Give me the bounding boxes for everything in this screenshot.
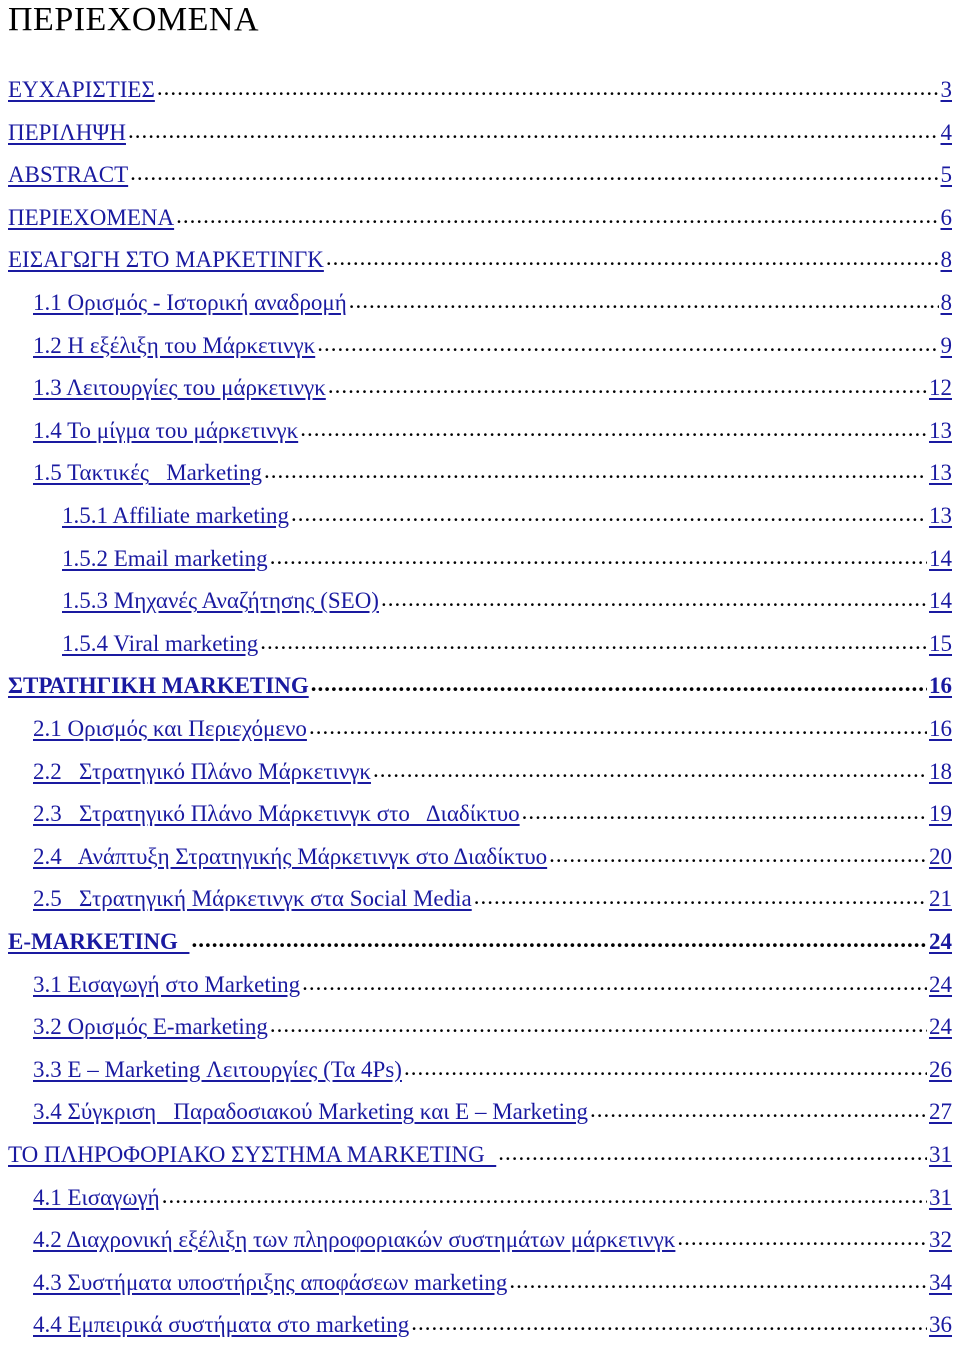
toc-entry-title: 2.3 Στρατηγικό Πλάνο Μάρκετινγκ στο Διαδίκτυο [33, 801, 520, 827]
toc-entry-title: 2.5 Στρατηγική Μάρκετινγκ στα Social Media [33, 886, 472, 912]
toc-page-number: 13 [929, 503, 952, 528]
toc-dot-leader [381, 584, 927, 614]
toc-page-number: 27 [929, 1099, 952, 1125]
toc-entry-title: 1.2 Η εξέλιξη του Μάρκετινγκ [33, 332, 316, 358]
toc-entry-title: 4.4 Εμπειρικά συστήματα στο marketing [33, 1312, 410, 1338]
toc-entry[interactable] [8, 190, 952, 233]
toc-entry-title: E-MARKETING [8, 929, 190, 954]
toc-page-number: 31 [929, 1142, 952, 1167]
toc-entry[interactable] [33, 786, 952, 829]
toc-entry[interactable] [33, 1084, 952, 1127]
toc-entry[interactable] [33, 1170, 952, 1213]
toc-page-number: 19 [929, 801, 952, 827]
toc-dot-leader [522, 797, 927, 827]
toc-entry-title: 3.3 E – Marketing Λειτουργίες (Τα 4Ps) [33, 1056, 402, 1082]
toc-page-number: 34 [929, 1269, 952, 1295]
toc-entry[interactable] [62, 616, 952, 659]
toc-entry-title: 1.5.3 Μηχανές Αναζήτησης (SEO) [62, 588, 379, 614]
toc-dot-leader [191, 925, 927, 955]
toc-dot-leader [302, 968, 927, 998]
toc-entry[interactable] [33, 1297, 952, 1340]
toc-entry-title: 4.1 Εισαγωγή [33, 1184, 160, 1210]
toc-entry[interactable] [33, 275, 952, 318]
toc-page-number: 8 [940, 247, 952, 273]
toc-dot-leader [130, 158, 938, 188]
toc-dot-leader [549, 840, 927, 870]
toc-page-number: 13 [929, 460, 952, 486]
toc-entry-title: 2.4 Ανάπτυξη Στρατηγικής Μάρκετινγκ στο Διαδίκτυο [33, 843, 548, 869]
toc-entry[interactable] [33, 999, 952, 1042]
toc-entry[interactable] [8, 1127, 952, 1170]
toc-entry[interactable] [33, 871, 952, 914]
toc-entry[interactable] [62, 488, 952, 531]
toc-dot-leader [162, 1181, 927, 1211]
toc-entry-title: 4.2 Διαχρονική εξέλιξη των πληροφοριακών συστημάτων μάρκετινγκ [33, 1227, 676, 1253]
toc-dot-leader [677, 1223, 927, 1253]
toc-page-number: 4 [940, 119, 952, 145]
toc-dot-leader [176, 201, 938, 231]
toc-dot-leader [509, 1266, 927, 1296]
toc-page-number: 36 [929, 1312, 952, 1338]
toc-entry-title: ΠΕΡΙΛΗΨΗ [8, 119, 126, 145]
toc-entry-title: 1.5 Τακτικές Marketing [33, 460, 263, 486]
toc-entry[interactable] [33, 1255, 952, 1298]
toc-entry[interactable] [33, 445, 952, 488]
toc-dot-leader [128, 116, 939, 146]
toc-entry-title: ΣΤΡΑΤΗΓΙΚΗ MARKETING [8, 673, 309, 699]
toc-page-number: 13 [929, 417, 952, 443]
toc-entry[interactable] [33, 318, 952, 361]
toc-entry-title: 1.4 Το μίγμα του μάρκετινγκ [33, 417, 299, 443]
toc-entry-title: 3.2 Ορισμός E-marketing [33, 1014, 268, 1040]
toc-entry-title: 3.1 Εισαγωγή στο Marketing [33, 971, 301, 997]
toc-page-number: 14 [929, 545, 952, 571]
toc-page-number: 32 [929, 1227, 952, 1253]
toc-dot-leader [300, 414, 927, 444]
toc-dot-leader [373, 755, 927, 785]
toc-entry[interactable] [8, 658, 952, 701]
toc-entry-title: 1.5.2 Email marketing [62, 545, 268, 571]
toc-dot-leader [349, 286, 939, 316]
toc-page-number: 31 [929, 1184, 952, 1210]
toc-page-number: 24 [929, 971, 952, 997]
toc-entry-title: 2.2 Στρατηγικό Πλάνο Μάρκετινγκ [33, 758, 371, 784]
toc-page-number: 12 [929, 375, 952, 401]
toc-entry-title: 1.5.4 Viral marketing [62, 630, 259, 656]
toc-dot-leader [474, 882, 927, 912]
toc-entry[interactable] [8, 62, 952, 105]
toc-dot-leader [411, 1308, 927, 1338]
toc-entry[interactable] [8, 147, 952, 190]
toc-dot-leader [291, 499, 927, 529]
toc-dot-leader [317, 329, 938, 359]
toc-entry[interactable] [33, 1212, 952, 1255]
toc-page-number: 3 [940, 77, 952, 102]
toc-entry-title: ABSTRACT [8, 162, 129, 188]
page-title: ΠΕΡΙΕΧΟΜΕΝΑ [8, 1, 260, 38]
toc-entry-title: ΕΙΣΑΓΩΓΗ ΣΤΟ ΜΑΡΚΕΤΙΝΓΚ [8, 247, 324, 273]
toc-page-number: 18 [929, 758, 952, 784]
toc-entry-title: ΠΕΡΙΕΧΟΜΕΝΑ [8, 204, 175, 230]
toc-dot-leader [260, 627, 927, 657]
toc-page-number: 16 [929, 716, 952, 741]
toc-entry-title: ΕΥΧΑΡΙΣΤΙΕΣ [8, 77, 155, 102]
toc-entry-title: 1.1 Ορισμός - Ιστορική αναδρομή [33, 290, 347, 315]
toc-dot-leader [404, 1053, 927, 1083]
toc-page-number: 24 [929, 1014, 952, 1040]
toc-dot-leader [270, 1010, 927, 1040]
toc-page-number: 5 [940, 162, 952, 188]
toc-page-number: 24 [929, 929, 952, 954]
toc-dot-leader [157, 73, 939, 103]
toc-page-number: 20 [929, 843, 952, 869]
toc-entry[interactable] [8, 105, 952, 148]
toc-page-number: 8 [940, 290, 952, 315]
toc-dot-leader [309, 712, 927, 742]
toc-dot-leader [311, 669, 927, 699]
toc-page-number: 14 [929, 588, 952, 614]
toc-entry-title: 2.1 Ορισμός και Περιεχόμενο [33, 716, 307, 741]
toc-entry[interactable] [8, 232, 952, 275]
toc-page-number: 21 [929, 886, 952, 912]
toc-page-number: 26 [929, 1056, 952, 1082]
toc-page-number: 6 [940, 204, 952, 230]
toc-entry[interactable] [33, 1042, 952, 1085]
toc-dot-leader [326, 243, 939, 273]
toc-dot-leader [498, 1138, 927, 1168]
toc-entry-title: 4.3 Συστήματα υποστήριξης αποφάσεων marketing [33, 1269, 508, 1295]
toc-dot-leader [264, 456, 927, 486]
toc-entry[interactable] [33, 957, 952, 1000]
toc-entry-title: 1.3 Λειτουργίες του μάρκετινγκ [33, 375, 326, 401]
toc-entry-title: 3.4 Σύγκριση Παραδοσιακού Marketing και E – Marketing [33, 1099, 589, 1125]
toc-entry[interactable] [33, 701, 952, 744]
toc-dot-leader [590, 1095, 927, 1125]
toc-entry-title: ΤΟ ΠΛΗΡΟΦΟΡΙΑΚΟ ΣΥΣΤΗΜΑ MARKETING [8, 1142, 497, 1167]
toc-entry[interactable] [62, 573, 952, 616]
toc-entry[interactable] [8, 914, 952, 957]
toc-entry-title: 1.5.1 Affiliate marketing [62, 503, 289, 528]
toc-entry[interactable] [33, 744, 952, 787]
toc-entry[interactable] [33, 403, 952, 446]
toc-entry[interactable] [33, 829, 952, 872]
toc-page-number: 9 [940, 332, 952, 358]
toc-entry[interactable] [62, 531, 952, 574]
toc-page-number: 15 [929, 630, 952, 656]
toc-page-number: 16 [929, 673, 952, 699]
toc-dot-leader [328, 371, 927, 401]
toc-dot-leader [270, 542, 927, 572]
toc-entry[interactable] [33, 360, 952, 403]
